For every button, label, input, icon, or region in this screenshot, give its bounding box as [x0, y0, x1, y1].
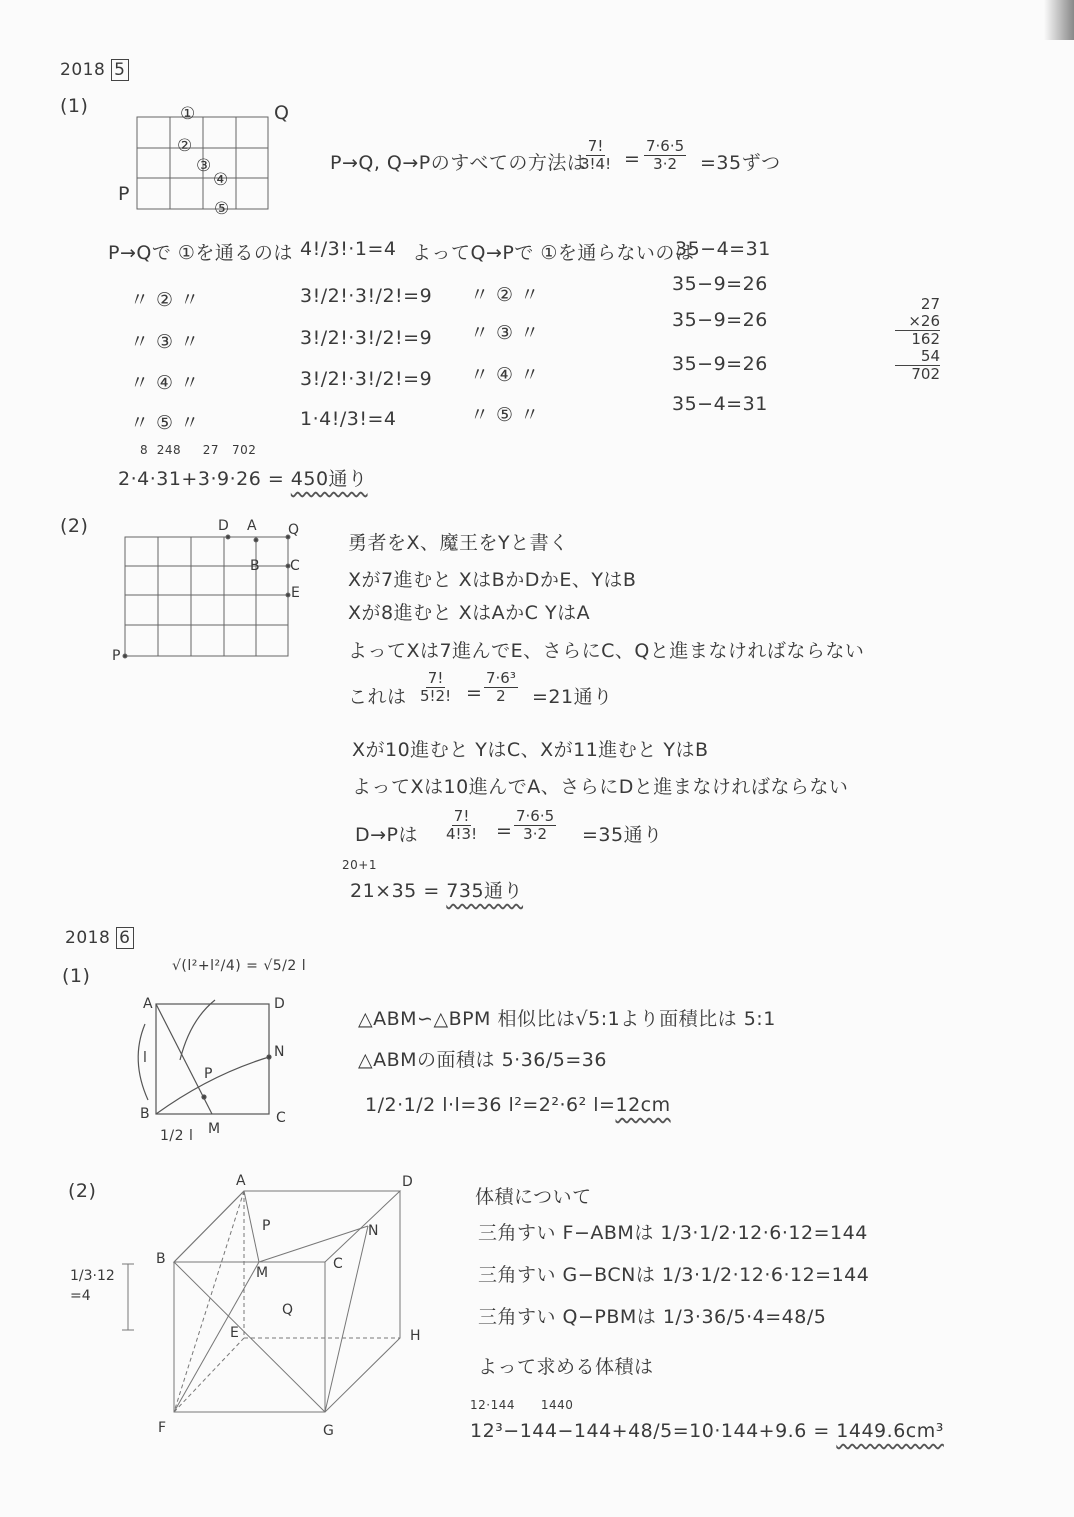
sq-label-C: C — [276, 1110, 287, 1126]
cube-label-C: C — [333, 1256, 344, 1272]
sq-label-N: N — [274, 1044, 285, 1060]
cube-label-F: F — [158, 1420, 167, 1436]
frac-den: 3!4! — [580, 155, 612, 173]
p2-result-21: =21通り — [532, 686, 613, 708]
solve-expr: 1/2·1/2 l·l=36 l²=2²·6² l= — [365, 1094, 616, 1116]
grid1-circle-3: ③ — [196, 156, 212, 176]
equals-sign: = — [624, 148, 641, 170]
final-expression-2 — [350, 876, 523, 903]
row1-mid: よってQ→Pで ①を通らないのは — [412, 242, 695, 264]
fraction-76-2 — [484, 670, 518, 705]
sq-label-P: P — [204, 1066, 213, 1082]
final-answer: 450通り — [290, 468, 368, 490]
volume-row-3: 三角すい Q−PBMは 1/3·36/5·4=48/5 — [478, 1306, 827, 1328]
part-label-1: (1) — [60, 95, 89, 117]
row5-head: 〃 ⑤ 〃 — [130, 412, 200, 434]
p2-line-7: よってXは10進んでA、さらにDと進まなければならない — [352, 776, 849, 798]
problem-header-2018-5 — [60, 60, 129, 80]
frac-num: 7·6·5 — [516, 807, 555, 825]
side-multiplication — [895, 296, 940, 383]
volume-row-2: 三角すい G−BCNは 1/3·1/2·12·6·12=144 — [478, 1264, 870, 1286]
height-note-line: 1/3·12 — [70, 1268, 115, 1284]
header-year: 2018 — [60, 60, 106, 80]
fraction-765 — [644, 138, 686, 173]
frac-den: 5!2! — [420, 687, 452, 705]
row4-calc: 3!/2!·3!/2!=9 — [300, 368, 433, 390]
row3-head: 〃 ③ 〃 — [130, 331, 200, 353]
side-calc-line: 54 — [895, 348, 940, 366]
p2-line-4: よってXは7進んでE、さらにC、Qと進まなければならない — [348, 640, 865, 662]
part-label-4: (2) — [68, 1180, 97, 1202]
row1-calc: 4!/3!·1=4 — [300, 238, 397, 260]
row3-calc: 3!/2!·3!/2!=9 — [300, 327, 433, 349]
cube-label-H: H — [410, 1328, 422, 1344]
frac-num: 7·6·5 — [646, 137, 685, 155]
fraction-765-32 — [514, 808, 556, 843]
final-expression-1 — [118, 464, 368, 491]
row5-mid: 〃 ⑤ 〃 — [470, 404, 540, 426]
row3-mid: 〃 ③ 〃 — [470, 322, 540, 344]
row5-result: 35−4=31 — [672, 393, 768, 415]
cube-label-A: A — [236, 1173, 247, 1189]
side-calc-line: 27 — [920, 295, 940, 313]
side-calc-line: 162 — [911, 330, 940, 348]
final-expr: 2·4·31+3·9·26 = — [118, 468, 291, 490]
sq-label-half-l: 1/2 l — [160, 1128, 194, 1144]
p2-line-1: 勇者をX、魔王をYと書く — [348, 532, 569, 554]
frac-num: 7·6³ — [486, 669, 516, 687]
grid1-label-P: P — [118, 183, 130, 205]
p2-line-6: Xが10進むと YはC、Xが11進むと YはB — [352, 739, 709, 761]
row4-mid: 〃 ④ 〃 — [470, 364, 540, 386]
solve-l-line — [365, 1094, 671, 1116]
fraction-7-4-3 — [446, 808, 477, 843]
problem-header-2018-6 — [65, 928, 134, 948]
header-year: 2018 — [65, 928, 111, 948]
equals-sign: = — [496, 820, 513, 842]
row2-head: 〃 ② 〃 — [130, 289, 200, 311]
grid2-label-Q: Q — [288, 522, 300, 538]
grid1-circle-5: ⑤ — [214, 199, 230, 219]
cube-label-P: P — [262, 1218, 271, 1234]
equals-sign: = — [466, 682, 483, 704]
cube-label-M: M — [256, 1265, 269, 1281]
row1-result: 35−4=31 — [675, 238, 771, 260]
similarity-line: △ABM∽△BPM 相似比は√5:1より面積比は 5:1 — [358, 1008, 776, 1030]
sq-label-A: A — [143, 996, 154, 1012]
p2-line-8: D→Pは — [355, 824, 419, 846]
p2-small-note: 20+1 — [342, 858, 377, 872]
grid1-circle-1: ① — [180, 104, 196, 124]
hypotenuse-note: √(l²+l²/4) = √5/2 l — [172, 958, 307, 974]
grid2-label-C: C — [290, 558, 301, 574]
frac-num: 7! — [427, 669, 444, 687]
row3-result: 35−9=26 — [672, 309, 768, 331]
cube-label-E: E — [230, 1325, 240, 1341]
grid2-label-P: P — [112, 648, 121, 664]
final-expr: 21×35 = — [350, 880, 447, 902]
header-number: 6 — [116, 927, 133, 949]
row4-result: 35−9=26 — [672, 353, 768, 375]
row2-mid: 〃 ② 〃 — [470, 284, 540, 306]
p2-line-5: これは — [348, 686, 407, 708]
frac-den: 3·2 — [653, 155, 678, 173]
row2-result: 35−9=26 — [672, 273, 768, 295]
sq-label-M: M — [208, 1121, 221, 1137]
height-note — [70, 1266, 115, 1306]
side-calc-line: 702 — [911, 365, 940, 383]
grid2-label-B: B — [250, 558, 261, 574]
final1-small-notes: 8 248 27 702 — [140, 443, 257, 457]
cube-label-D: D — [402, 1174, 414, 1190]
frac-num: 7! — [453, 807, 470, 825]
cube-label-N: N — [368, 1223, 379, 1239]
volume-row-4: よって求める体積は — [478, 1356, 654, 1378]
frac-den: 4!3! — [446, 825, 478, 843]
cube-label-Q: Q — [282, 1302, 294, 1318]
grid1-label-Q: Q — [274, 102, 290, 124]
p2-result-35: =35通り — [582, 824, 663, 846]
frac-num: 7! — [587, 137, 604, 155]
area-line: △ABMの面積は 5·36/5=36 — [358, 1049, 607, 1071]
cube-label-B: B — [156, 1251, 167, 1267]
sq-label-D: D — [274, 996, 286, 1012]
grid1-circle-4: ④ — [213, 170, 229, 190]
cube-label-G: G — [323, 1423, 335, 1439]
row4-head: 〃 ④ 〃 — [130, 372, 200, 394]
volume-row-1: 三角すい F−ABMは 1/3·1/2·12·6·12=144 — [478, 1222, 868, 1244]
side-calc-line: ×26 — [895, 313, 940, 331]
final-expression-4 — [470, 1420, 944, 1442]
height-note-line: =4 — [70, 1288, 91, 1304]
sq-label-B: B — [140, 1106, 151, 1122]
row2-calc: 3!/2!·3!/2!=9 — [300, 285, 433, 307]
p2-line-3: Xが8進むと XはAかC YはA — [348, 602, 591, 624]
header-number: 5 — [111, 59, 128, 81]
part-label-3: (1) — [62, 965, 91, 987]
total-ways-statement: P→Q, Q→Pのすべての方法は — [330, 152, 587, 174]
volume-title: 体積について — [475, 1186, 592, 1208]
volume-small-notes: 12·144 1440 — [470, 1398, 574, 1412]
grid2-label-A: A — [247, 518, 258, 534]
p2-line-2: Xが7進むと XはBかDかE、YはB — [348, 569, 637, 591]
row1-head: P→Qで ①を通るのは — [108, 242, 293, 264]
frac-den: 3·2 — [523, 825, 548, 843]
final-expr: 12³−144−144+48/5=10·144+9.6 = — [470, 1420, 837, 1442]
grid-diagram-2 — [123, 535, 290, 658]
final-answer: 12cm — [615, 1094, 671, 1116]
fraction-7-5-2 — [420, 670, 451, 705]
fraction-7-factorial — [580, 138, 611, 173]
total-ways-result: =35ずつ — [700, 152, 781, 174]
final-answer: 1449.6cm³ — [836, 1420, 944, 1442]
row5-calc: 1·4!/3!=4 — [300, 408, 397, 430]
cube-diagram — [122, 1191, 400, 1412]
part-label-2: (2) — [60, 515, 89, 537]
grid2-label-E: E — [291, 585, 301, 601]
final-answer: 735通り — [446, 880, 524, 902]
square-diagram — [138, 1000, 271, 1114]
sq-label-l: l — [143, 1050, 148, 1066]
frac-den: 2 — [496, 687, 506, 705]
grid1-circle-2: ② — [177, 136, 193, 156]
grid2-label-D: D — [218, 518, 230, 534]
